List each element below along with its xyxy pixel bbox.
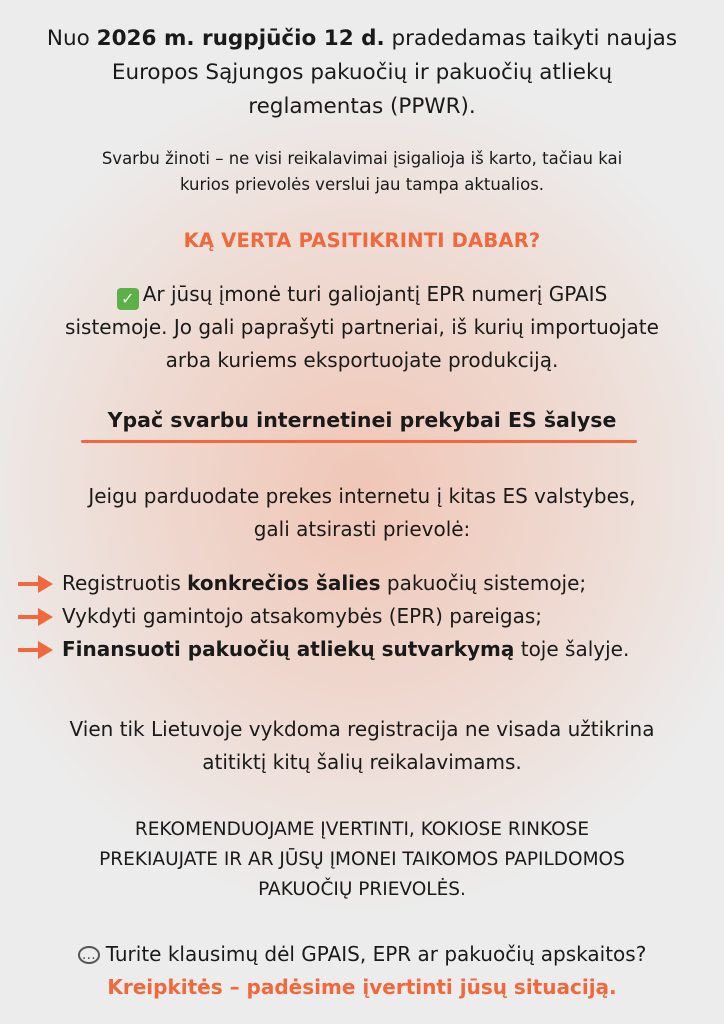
intro-line-2: Europos Sąjungos pakuočių ir pakuočių atliekų bbox=[111, 60, 613, 85]
note-paragraph bbox=[0, 146, 724, 198]
list-item bbox=[18, 567, 718, 600]
lithuania-paragraph bbox=[0, 713, 724, 779]
recommend-line-3: PAKUOČIŲ PRIEVOLĖS. bbox=[258, 879, 466, 900]
intro-post: pradedamas taikyti naujas bbox=[384, 26, 678, 51]
recommendation-paragraph bbox=[0, 815, 724, 905]
intro-line-3: reglamentas (PPWR). bbox=[248, 94, 476, 119]
contact-paragraph bbox=[0, 938, 724, 1004]
arrow-right-icon bbox=[18, 574, 54, 594]
intro-line-1 bbox=[0, 22, 724, 56]
arrow-right-icon bbox=[18, 640, 54, 660]
list-item-bold: konkrečios šalies bbox=[187, 571, 381, 595]
recommend-line-1: REKOMENDUOJAME ĮVERTINTI, KOKIOSE RINKOSE bbox=[134, 819, 590, 840]
check-line-3: arba kuriems eksportuojate produkciją. bbox=[165, 348, 559, 372]
arrow-right-icon bbox=[18, 607, 54, 627]
ecommerce-line-1: Jeigu parduodate prekes internetu į kitas ES valstybes, bbox=[88, 484, 636, 508]
check-line-1-text: Ar jūsų įmonė turi galiojantį EPR numerį GPAIS bbox=[142, 282, 608, 306]
check-line-2: sistemoje. Jo gali paprašyti partneriai, iš kurių importuojate bbox=[65, 315, 659, 339]
list-item-text: Registruotis bbox=[62, 571, 188, 595]
obligation-list bbox=[18, 567, 718, 666]
question-line bbox=[0, 938, 724, 971]
note-line-2: kurios prievolės verslui jau tampa aktualios. bbox=[179, 175, 545, 194]
check-mark-icon: ✓ bbox=[117, 288, 139, 310]
ecommerce-paragraph bbox=[0, 480, 724, 546]
list-item bbox=[18, 633, 718, 666]
speech-bubble-icon bbox=[78, 946, 100, 964]
list-item-text: Vykdyti gamintojo atsakomybės (EPR) pareigas; bbox=[62, 604, 542, 628]
call-to-action: Kreipkitės – padėsime įvertinti jūsų situaciją. bbox=[107, 975, 617, 999]
intro-paragraph bbox=[0, 22, 724, 124]
lithuania-line-1: Vien tik Lietuvoje vykdoma registracija ne visada užtikrina bbox=[69, 717, 655, 741]
list-item-text-end: pakuočių sistemoje; bbox=[380, 571, 587, 595]
list-item-bold: Finansuoti pakuočių atliekų sutvarkymą bbox=[62, 637, 515, 661]
note-line-1: Svarbu žinoti – ne visi reikalavimai įsigalioja iš karto, tačiau kai bbox=[101, 149, 623, 168]
list-item-text-end: toje šalyje. bbox=[514, 637, 630, 661]
intro-pre: Nuo bbox=[46, 26, 97, 51]
ecommerce-subheading: Ypač svarbu internetinei prekybai ES šalyse bbox=[107, 408, 617, 432]
check-heading: KĄ VERTA PASITIKRINTI DABAR? bbox=[183, 229, 541, 252]
lithuania-line-2: atitiktį kitų šalių reikalavimams. bbox=[202, 750, 522, 774]
recommend-line-2: PREKIAUJATE IR AR JŪSŲ ĮMONEI TAIKOMOS PAPILDOMOS bbox=[99, 849, 625, 870]
list-item bbox=[18, 600, 718, 633]
question-text: Turite klausimų dėl GPAIS, EPR ar pakuočių apskaitos? bbox=[105, 942, 647, 966]
check-paragraph bbox=[0, 278, 724, 377]
intro-date: 2026 m. rugpjūčio 12 d. bbox=[96, 26, 385, 51]
ecommerce-line-2: gali atsirasti prievolė: bbox=[253, 517, 471, 541]
subheading-underline bbox=[81, 440, 637, 443]
check-line-1 bbox=[0, 278, 724, 311]
